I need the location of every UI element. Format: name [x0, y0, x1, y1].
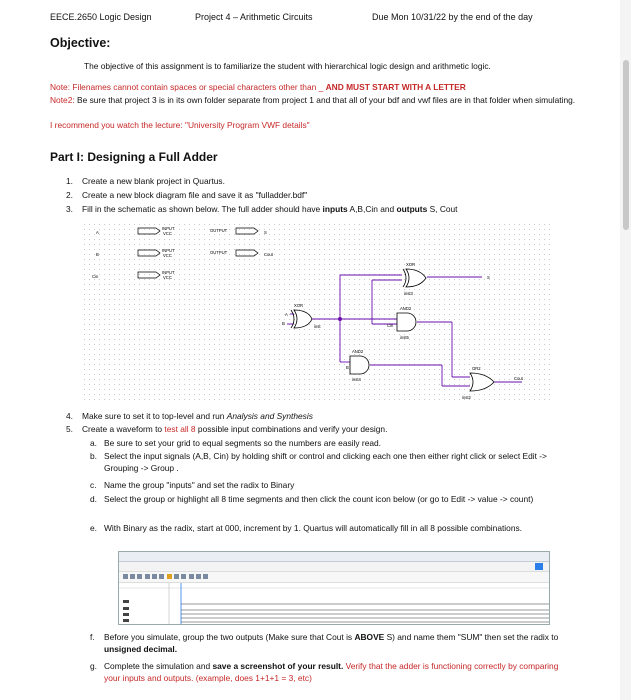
search-icon [535, 563, 543, 570]
step-text: Fill in the schematic as shown below. The full adder should have [82, 204, 323, 214]
note-1 [50, 82, 590, 94]
scrollbar-thumb[interactable] [623, 60, 629, 230]
substep-letter: g. [90, 661, 97, 671]
note-1-emphasis: AND MUST START WITH A LETTER [325, 82, 466, 92]
vcc-label-a: VCC [163, 231, 172, 236]
xor-gate-inst3 [406, 269, 426, 287]
substep-bold: ABOVE [354, 632, 385, 642]
input-pin-cin-shape [138, 272, 160, 278]
step-text: Make sure to set it to top-level and run [82, 411, 227, 421]
input-label-a: INPUT [162, 226, 175, 231]
steps-list-later [66, 410, 586, 435]
inst-label: inst [314, 324, 321, 329]
output-pin-cout-shape [236, 250, 258, 256]
xor-label-inst3: XOR [406, 262, 416, 267]
label-cin: Cin [92, 274, 99, 279]
pin-label-b2: B [346, 365, 349, 370]
inst3-label: inst3 [404, 291, 413, 296]
waveform-traces [181, 604, 549, 622]
waveform-editor-screenshot [118, 551, 550, 625]
pin-label-b: B [282, 321, 285, 326]
step-1 [66, 174, 458, 188]
and-gate-inst4 [397, 313, 416, 331]
output-label-s: OUTPUT [210, 228, 228, 233]
inst2-label: inst2 [462, 395, 471, 400]
step-4 [66, 410, 586, 423]
step-2 [66, 188, 458, 202]
input-label-cin: INPUT [162, 270, 175, 275]
step-text: Create a waveform to [82, 423, 165, 434]
substep-text: Before you simulate, group the two outputs (Make sure that Cout is [104, 632, 355, 642]
substep-text: Select the group or highlight all 8 time segments and then click the count icon below (or go to Edit -> value -> count) [104, 494, 534, 504]
step-number: 1. [66, 176, 73, 186]
xor-label-inst: XOR [294, 303, 304, 308]
step-emphasis: Analysis and Synthesis [226, 411, 313, 421]
or-label-inst6: OR2 [472, 366, 481, 371]
substep-text: Select the input signals (A,B, Cin) by holding shift or control and clicking each one then either right click or select Edit -> Grouping -> Group . [104, 451, 547, 473]
substep-text: Be sure to set your grid to equal segments so the numbers are easily read. [104, 438, 381, 448]
inst4-label: inst4 [352, 377, 361, 382]
full-adder-schematic [82, 222, 552, 400]
objective-heading: Objective: [50, 36, 111, 50]
steps-list [66, 174, 458, 216]
note-3: I recommend you watch the lecture: "University Program VWF details" [50, 120, 310, 130]
output-pin-s-shape [236, 228, 258, 234]
step-text: A,B,Cin and [347, 204, 397, 214]
step-number: 5. [66, 423, 73, 434]
step-number: 4. [66, 411, 73, 421]
note-2 [50, 95, 590, 107]
label-s: S [264, 230, 267, 235]
input-pin-b-shape [138, 250, 160, 256]
substep-a [90, 437, 579, 449]
substep-text: S) and name them "SUM" then set the radix to [384, 632, 559, 642]
and-gate-inst2 [350, 356, 369, 374]
substep-letter: e. [90, 523, 97, 533]
note-2-label: Note2: [50, 95, 75, 105]
substep-text: With Binary as the radix, start at 000, increment by 1. Quartus will automatically fill in all 8 possible combinations. [104, 523, 523, 533]
project-title: Project 4 – Arithmetic Circuits [195, 12, 313, 22]
output-label-cout: OUTPUT [210, 250, 228, 255]
step-number: 2. [66, 190, 73, 200]
substep-c [90, 479, 579, 491]
label-cout: Cout [264, 252, 273, 257]
substep-bold: save a screenshot of your result. [212, 661, 344, 671]
substep-letter: b. [90, 451, 97, 461]
label-cout-right: Cout [514, 376, 523, 381]
xor-gate-inst-bar [291, 310, 294, 328]
step-number: 3. [66, 204, 73, 214]
or-gate-inst6 [470, 373, 494, 391]
substep-f [90, 631, 574, 655]
substep-letter: c. [90, 480, 97, 490]
note-1-text: Note: Filenames cannot contain spaces or special characters other than _ [50, 82, 326, 92]
step-text: possible input combinations and verify your design. [195, 423, 388, 434]
step-text: Create a new block diagram file and save it as "fulladder.bdf" [82, 190, 308, 200]
step-5 [66, 423, 586, 436]
step-text: S, Cout [427, 204, 458, 214]
substep-letter: d. [90, 494, 97, 504]
input-label-b: INPUT [162, 248, 175, 253]
part-1-heading: Part I: Designing a Full Adder [50, 150, 218, 164]
substep-bold: unsigned decimal. [104, 644, 178, 654]
course-title: EECE.2650 Logic Design [50, 12, 152, 22]
label-b: B [96, 252, 99, 257]
vcc-label-b: VCC [163, 253, 172, 258]
objective-text: The objective of this assignment is to familiarize the student with hierarchical logic design and arithmetic logic. [84, 61, 491, 71]
step-red-text: test all 8 [164, 423, 196, 434]
substep-b [90, 450, 579, 474]
note-2-text: Be sure that project 3 is in its own folder separate from project 1 and that all of your bdf and vwf files are in that folder when simulating. [74, 95, 576, 105]
substep-text: Name the group "inputs" and set the radix to Binary [104, 480, 295, 490]
substep-red-text: Verify that the adder is functioning correctly by comparing your inputs and outputs. (example, does 1+1+1 = 3, etc) [104, 661, 559, 683]
input-pin-a-shape [138, 228, 160, 234]
and-label-inst4: AND2 [400, 306, 412, 311]
step-bold: outputs [396, 204, 428, 214]
step-bold: inputs [322, 204, 348, 214]
toolbar-icons [123, 574, 208, 579]
xor-gate-inst [294, 310, 312, 328]
substep-e [90, 522, 579, 534]
substep-d [90, 493, 579, 505]
step-3 [66, 202, 458, 216]
pin-label-a: A [285, 312, 288, 317]
substep-g [90, 660, 574, 684]
label-s-right: S [487, 275, 490, 280]
and-label-inst2: AND2 [352, 349, 364, 354]
inst5-label: inst5 [400, 335, 409, 340]
substep-letter: f. [90, 632, 95, 642]
xor-gate-inst3-bar [403, 269, 406, 287]
wire-junction [338, 317, 342, 321]
step-text: Create a new blank project in Quartus. [82, 176, 225, 186]
substep-text: Complete the simulation and [104, 661, 213, 671]
vertical-scrollbar[interactable] [620, 0, 631, 700]
label-a: A [96, 230, 99, 235]
pin-label-cin: Cin [387, 323, 394, 328]
vcc-label-cin: VCC [163, 275, 172, 280]
due-date: Due Mon 10/31/22 by the end of the day [372, 12, 533, 22]
substep-letter: a. [90, 438, 97, 448]
